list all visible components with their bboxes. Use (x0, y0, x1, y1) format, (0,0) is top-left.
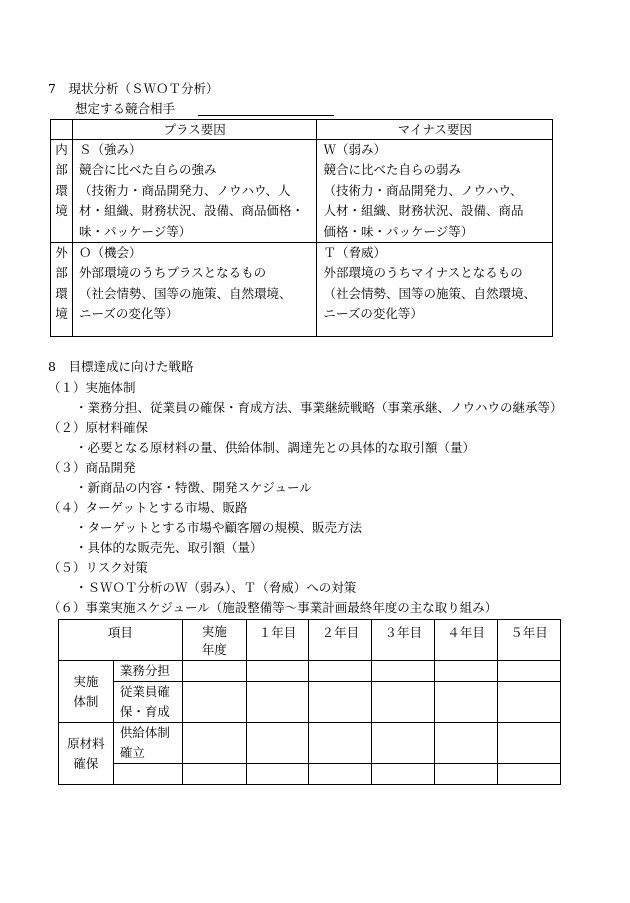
competitor-blank-line (198, 115, 334, 116)
section7-heading: 7 現状分析（ＳＷＯＴ分析） (48, 81, 219, 96)
schedule-group-materials: 原材料 確保 (59, 723, 114, 785)
schedule-cell[interactable] (246, 723, 309, 764)
schedule-cell[interactable] (309, 682, 372, 723)
item-3-bullet-1: ・新商品の内容・特徴、開発スケジュール (75, 480, 312, 495)
schedule-header-year3: ３年目 (372, 620, 435, 661)
schedule-header-year2: ２年目 (309, 620, 372, 661)
schedule-group-staffing: 実施 体制 (59, 661, 114, 723)
swot-weakness-cell[interactable]: Ｗ（弱み） 競合に比べた自らの弱み （技術力・商品開発力、ノウハウ、 人材・組織、財務状況、設備、商品 価格・味・パッケージ等） (317, 140, 553, 243)
schedule-row-employee-training: 従業員確 保・育成 (113, 682, 182, 723)
item-5-title: （５）リスク対策 (48, 560, 148, 575)
swot-strength-cell[interactable]: Ｓ（強み） 競合に比べた自らの強み （技術力・商品開発力、ノウハウ、人 材・組織、財務状況、設備、商品価格・ 味・パッケージ等） (72, 140, 316, 243)
swot-table (50, 119, 553, 337)
schedule-cell[interactable] (498, 682, 561, 723)
schedule-cell[interactable] (435, 764, 498, 785)
swot-external-label: 外 部 環 境 (51, 243, 73, 337)
schedule-cell[interactable] (246, 682, 309, 723)
swot-header-plus: プラス要因 (72, 120, 316, 140)
schedule-cell[interactable] (182, 661, 246, 682)
schedule-cell[interactable] (309, 764, 372, 785)
swot-internal-label: 内 部 環 境 (51, 140, 73, 243)
schedule-row-task-division: 業務分担 (113, 661, 182, 682)
schedule-cell[interactable] (498, 764, 561, 785)
schedule-header-year: 実施 年度 (182, 620, 246, 661)
competitor-label: 想定する競合相手 (75, 101, 176, 116)
schedule-header-year4: ４年目 (435, 620, 498, 661)
schedule-cell[interactable] (435, 682, 498, 723)
schedule-cell[interactable] (182, 764, 246, 785)
item-1-bullet-1: ・業務分担、従業員の確保・育成方法、事業継続戦略（事業承継、ノウハウの継承等） (75, 400, 563, 415)
schedule-table (58, 619, 561, 785)
schedule-header-year5: ５年目 (498, 620, 561, 661)
schedule-cell[interactable] (372, 723, 435, 764)
item-3-title: （３）商品開発 (48, 460, 136, 475)
section8-heading: 8 目標達成に向けた戦略 (48, 359, 194, 374)
schedule-cell[interactable] (372, 661, 435, 682)
item-2-title: （２）原材料確保 (48, 420, 149, 435)
schedule-cell[interactable] (246, 764, 309, 785)
swot-corner (51, 120, 73, 140)
item-2-bullet-1: ・必要となる原材料の量、供給体制、調達先との具体的な取引額（量） (75, 440, 476, 455)
item-4-bullet-1: ・ターゲットとする市場や顧客層の規模、販売方法 (75, 520, 363, 535)
item-4-title: （４）ターゲットとする市場、販路 (48, 500, 248, 515)
item-6-title: （６）事業実施スケジュール（施設整備等～事業計画最終年度の主な取り組み） (48, 600, 498, 615)
item-1-title: （１）実施体制 (48, 380, 136, 395)
schedule-cell[interactable] (372, 764, 435, 785)
schedule-cell[interactable] (182, 682, 246, 723)
item-5-bullet-1: ・ＳＷＯＴ分析のＷ（弱み）、Ｔ（脅威）への対策 (75, 580, 357, 595)
item-4-bullet-2: ・具体的な販売先、取引額（量） (75, 540, 263, 555)
swot-threat-cell[interactable]: Ｔ（脅威） 外部環境のうちマイナスとなるもの （社会情勢、国等の施策、自然環境、 ニーズの変化等） (317, 243, 553, 337)
schedule-header-item: 項目 (59, 620, 183, 661)
schedule-cell[interactable] (498, 723, 561, 764)
schedule-cell[interactable] (498, 661, 561, 682)
schedule-cell[interactable] (435, 723, 498, 764)
schedule-cell[interactable] (372, 682, 435, 723)
schedule-header-year1: １年目 (246, 620, 309, 661)
swot-header-minus: マイナス要因 (317, 120, 553, 140)
schedule-row-empty (113, 764, 182, 785)
swot-opportunity-cell[interactable]: Ｏ（機会） 外部環境のうちプラスとなるもの （社会情勢、国等の施策、自然環境、 ニーズの変化等） (72, 243, 316, 337)
schedule-cell[interactable] (309, 723, 372, 764)
schedule-row-supply-system: 供給体制 確立 (113, 723, 182, 764)
schedule-cell[interactable] (246, 661, 309, 682)
schedule-cell[interactable] (182, 723, 246, 764)
schedule-cell[interactable] (309, 661, 372, 682)
schedule-cell[interactable] (435, 661, 498, 682)
